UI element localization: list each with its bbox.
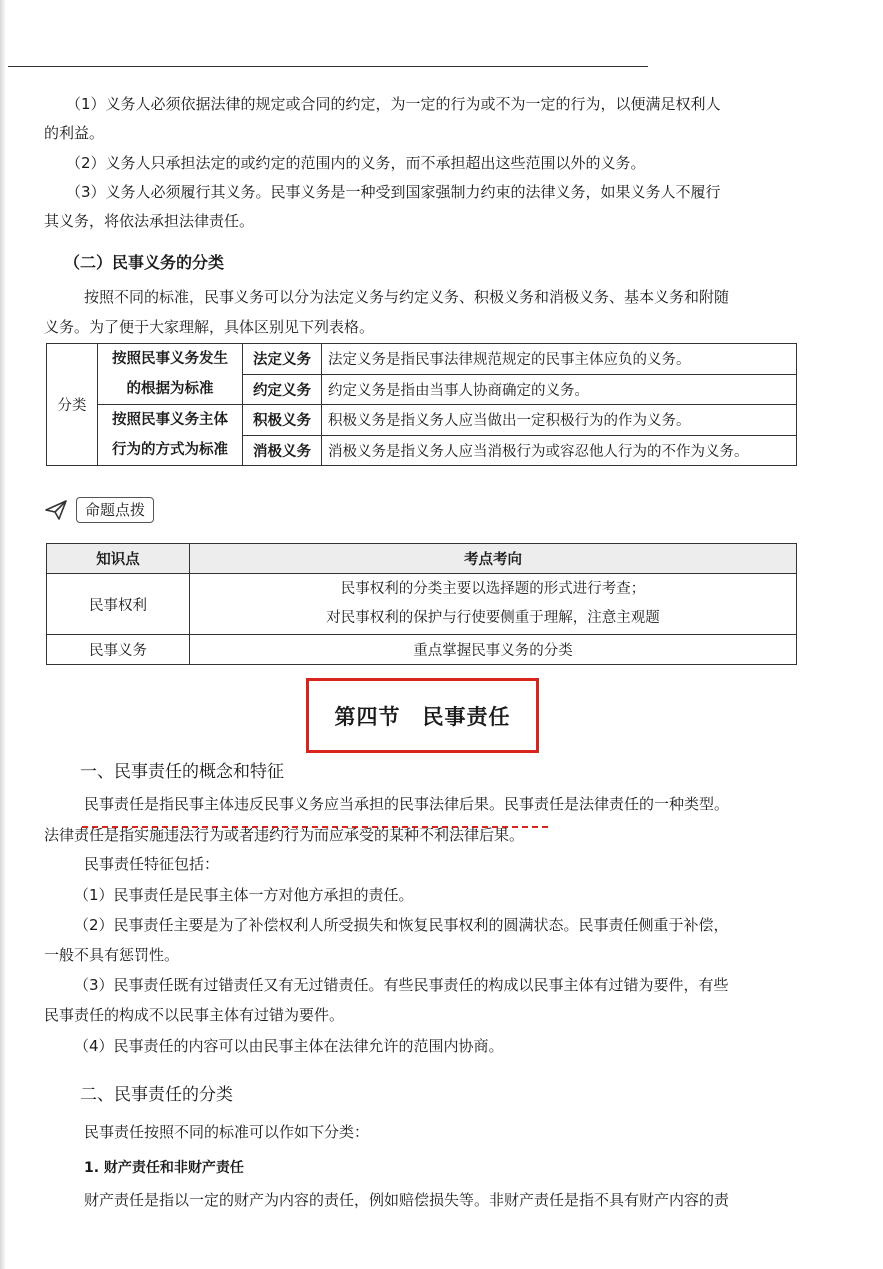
- obligation-point-1-line1: （1）义务人必须依据法律的规定或合同的约定，为一定的行为或不为一定的行为，以便满足权利人: [66, 95, 721, 113]
- focus-text: 对民事权利的保护与行使要侧重于理解，注意主观题: [326, 610, 660, 626]
- section-heading-obligation-types: （二）民事义务的分类: [64, 253, 225, 272]
- concept-line1: [84, 793, 729, 815]
- section-title: 第四节 民事责任: [334, 703, 511, 729]
- table-header-row: [47, 544, 797, 574]
- subheading-property-liability: 1. 财产责任和非财产责任: [84, 1160, 244, 1176]
- section-title-box: [306, 678, 539, 753]
- concept-line2: 法律责任是指实施违法行为或者违约行为而应承受的某种不利法律后果。: [44, 826, 525, 844]
- feature-3-line1: （3）民事责任既有过错责任又有无过错责任。有些民事责任的构成以民事主体有过错为要件，有些: [74, 976, 729, 994]
- property-liability-para: 财产责任是指以一定的财产为内容的责任，例如赔偿损失等。非财产责任是指不具有财产内容的责: [84, 1191, 730, 1209]
- heading-classification: 二、民事责任的分类: [80, 1085, 233, 1105]
- desc-cell: 法定义务是指民事法律规范规定的民事主体应负的义务。: [322, 344, 797, 375]
- type-cell: 约定义务: [243, 374, 322, 405]
- concept-line1-rest: 。民事责任是法律责任的一种类型。: [489, 795, 730, 813]
- concept-definition-underlined: 民事责任是指民事主体违反民事义务应当承担的民事法律后果: [84, 795, 490, 813]
- tip-text: 命题点拨: [76, 497, 154, 523]
- type-cell: 消极义务: [243, 435, 322, 466]
- obligation-classification-table: [46, 343, 797, 466]
- type-cell: 积极义务: [243, 405, 322, 436]
- basis-cell-behavior: [98, 405, 243, 466]
- obligation-point-3-line2: 其义务，将依法承担法律责任。: [44, 212, 255, 230]
- table-row: [47, 574, 797, 635]
- basis-text: 的根据为标准: [126, 381, 214, 397]
- obligation-types-intro-line1: 按照不同的标准，民事义务可以分为法定义务与约定义务、积极义务和消极义务、基本义务和附随: [84, 288, 730, 306]
- table-row: [47, 344, 797, 375]
- features-intro: 民事责任特征包括：: [84, 855, 220, 873]
- feature-2-line1: （2）民事责任主要是为了补偿权利人所受损失和恢复民事权利的圆满状态。民事责任侧重于补偿，: [74, 916, 729, 934]
- heading-concept: 一、民事责任的概念和特征: [80, 762, 284, 782]
- feature-4: （4）民事责任的内容可以由民事主体在法律允许的范围内协商。: [74, 1037, 504, 1055]
- header-exam-focus: 考点考向: [190, 544, 797, 574]
- desc-cell: 约定义务是指由当事人协商确定的义务。: [322, 374, 797, 405]
- header-knowledge-point: 知识点: [47, 544, 190, 574]
- knowledge-point-table: [46, 543, 797, 665]
- obligation-types-intro-line2: 义务。为了便于大家理解，具体区别见下列表格。: [44, 318, 375, 336]
- table-row: [47, 405, 797, 436]
- feature-1: （1）民事责任是民事主体一方对他方承担的责任。: [74, 886, 414, 904]
- point-cell: 民事义务: [47, 635, 190, 665]
- basis-text: 行为的方式为标准: [112, 442, 228, 458]
- table-label-cell: 分类: [47, 344, 98, 466]
- basis-cell-origin: [98, 344, 243, 405]
- feature-3-line2: 民事责任的构成不以民事主体有过错为要件。: [44, 1006, 345, 1024]
- obligation-point-1-line2: 的利益。: [44, 124, 105, 142]
- type-cell: 法定义务: [243, 344, 322, 375]
- paper-plane-icon: [44, 499, 68, 521]
- focus-cell: 重点掌握民事义务的分类: [190, 635, 797, 665]
- header-rule: [8, 66, 648, 67]
- table-row: [47, 635, 797, 665]
- desc-cell: 消极义务是指义务人应当消极行为或容忍他人行为的不作为义务。: [322, 435, 797, 466]
- basis-text: 按照民事义务发生: [112, 351, 228, 367]
- obligation-point-2: （2）义务人只承担法定的或约定的范围内的义务，而不承担超出这些范围以外的义务。: [66, 154, 646, 172]
- classification-intro: 民事责任按照不同的标准可以作如下分类：: [84, 1123, 370, 1141]
- point-cell: 民事权利: [47, 574, 190, 635]
- feature-2-line2: 一般不具有惩罚性。: [44, 946, 180, 964]
- basis-text: 按照民事义务主体: [112, 412, 228, 428]
- desc-cell: 积极义务是指义务人应当做出一定积极行为的作为义务。: [322, 405, 797, 436]
- focus-text: 民事权利的分类主要以选择题的形式进行考查；: [340, 581, 646, 597]
- focus-cell: [190, 574, 797, 635]
- obligation-point-3-line1: （3）义务人必须履行其义务。民事义务是一种受到国家强制力约束的法律义务，如果义务人不履行: [66, 183, 721, 201]
- page-edge-shadow: [0, 0, 6, 1269]
